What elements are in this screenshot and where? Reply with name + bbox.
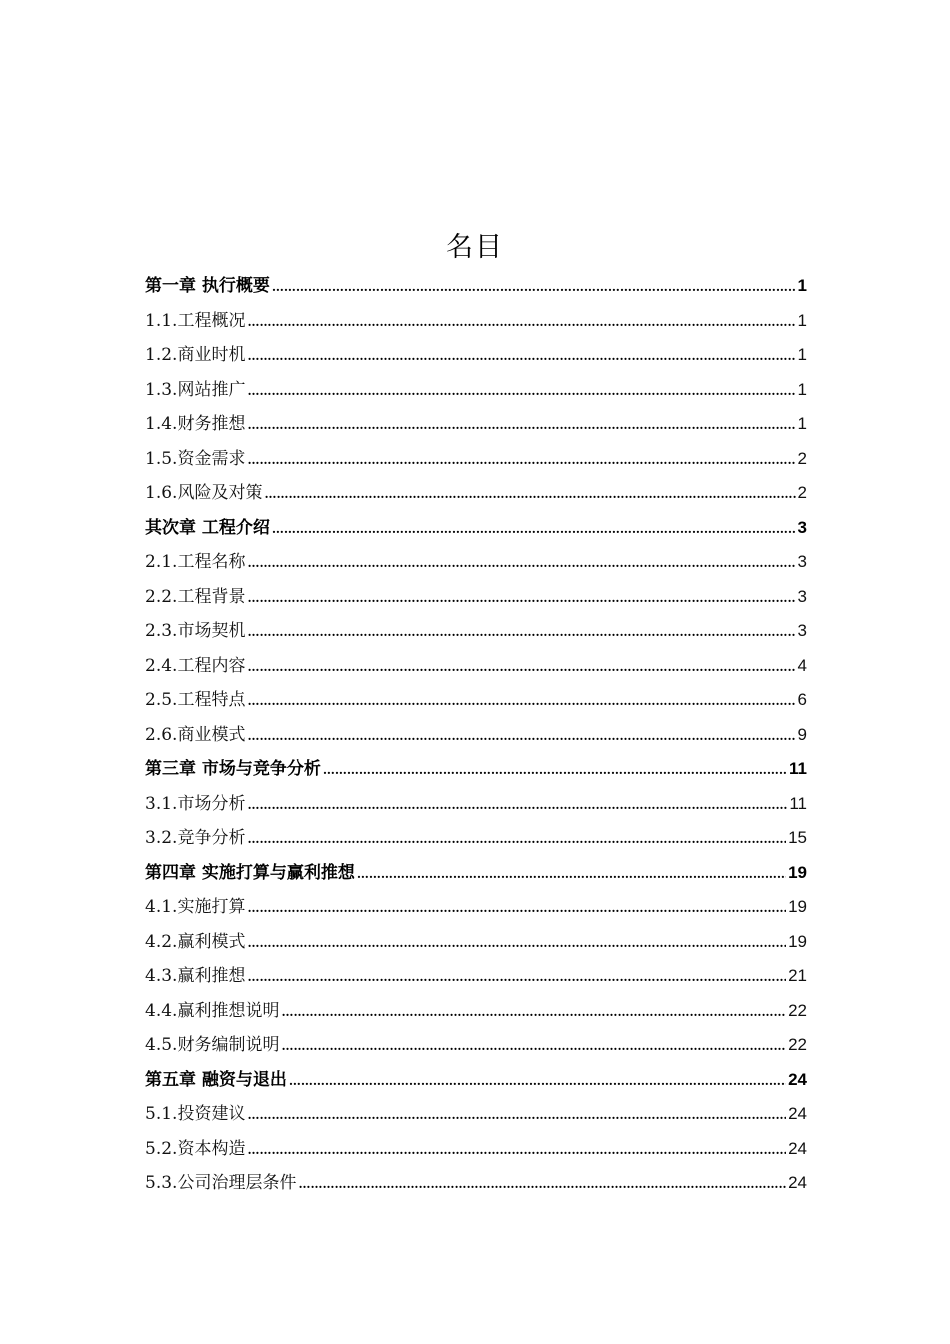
toc-entry-label: 4.2.赢利模式 — [145, 931, 246, 952]
toc-dot-leader — [247, 442, 795, 478]
toc-page-number: 11 — [789, 759, 807, 778]
toc-entry-label: 2.5.工程特点 — [145, 690, 246, 710]
toc-chapter-entry[interactable] — [145, 511, 807, 546]
toc-dot-leader — [247, 373, 795, 409]
toc-entry-label: 2.2.工程背景 — [145, 586, 246, 607]
toc-chapter-entry[interactable] — [145, 752, 807, 787]
toc-section-entry[interactable] — [145, 338, 807, 373]
toc-entry-label: 第五章 融资与退出 — [145, 1069, 287, 1090]
toc-entry-label: 3.2.竞争分析 — [145, 828, 246, 848]
toc-chapter-entry[interactable] — [145, 856, 807, 891]
toc-section-entry[interactable] — [145, 304, 807, 339]
toc-section-entry[interactable] — [145, 890, 807, 925]
toc-section-entry[interactable] — [145, 787, 807, 822]
toc-chapter-entry[interactable] — [145, 269, 807, 304]
toc-page-number: 1 — [797, 310, 807, 330]
toc-entry-label: 5.3.公司治理层条件 — [145, 1173, 297, 1193]
toc-page-number: 19 — [788, 862, 807, 882]
toc-dot-leader — [323, 752, 787, 788]
toc-section-entry[interactable] — [145, 925, 807, 960]
toc-entry-label: 1.2.商业时机 — [145, 345, 246, 365]
table-of-contents — [145, 269, 807, 1201]
toc-page-number: 24 — [788, 1173, 807, 1192]
toc-section-entry[interactable] — [145, 1166, 807, 1201]
toc-dot-leader — [247, 580, 795, 616]
toc-section-entry[interactable] — [145, 1097, 807, 1132]
toc-page-number: 1 — [797, 379, 807, 399]
toc-entry-label: 3.1.市场分析 — [145, 793, 246, 814]
toc-entry-label: 第四章 实施打算与赢利推想 — [145, 862, 355, 883]
toc-page-number: 1 — [797, 345, 807, 364]
toc-page-number: 19 — [788, 931, 807, 951]
toc-section-entry[interactable] — [145, 614, 807, 649]
toc-page-number: 9 — [797, 724, 807, 744]
toc-entry-label: 4.3.赢利推想 — [145, 966, 246, 986]
toc-section-entry[interactable] — [145, 994, 807, 1029]
toc-entry-label: 2.4.工程内容 — [145, 655, 246, 676]
toc-section-entry[interactable] — [145, 1028, 807, 1063]
toc-entry-label: 1.1.工程概况 — [145, 310, 246, 331]
toc-entry-label: 2.1.工程名称 — [145, 552, 246, 572]
toc-dot-leader — [247, 304, 795, 340]
toc-page-number: 4 — [797, 655, 807, 675]
toc-dot-leader — [272, 269, 796, 305]
toc-section-entry[interactable] — [145, 442, 807, 477]
toc-dot-leader — [247, 614, 795, 650]
toc-entry-label: 5.1.投资建议 — [145, 1104, 246, 1124]
toc-dot-leader — [357, 856, 786, 892]
toc-section-entry[interactable] — [145, 959, 807, 994]
toc-dot-leader — [247, 718, 795, 754]
toc-chapter-entry[interactable] — [145, 1063, 807, 1098]
toc-entry-label: 1.4.财务推想 — [145, 414, 246, 434]
toc-entry-label: 5.2.资本构造 — [145, 1138, 246, 1159]
toc-entry-label: 1.3.网站推广 — [145, 379, 246, 400]
toc-section-entry[interactable] — [145, 821, 807, 856]
toc-entry-label: 1.5.资金需求 — [145, 448, 246, 469]
toc-entry-label: 第三章 市场与竞争分析 — [145, 759, 321, 779]
toc-dot-leader — [298, 1166, 786, 1202]
toc-page-number: 3 — [797, 621, 807, 640]
toc-section-entry[interactable] — [145, 649, 807, 684]
toc-dot-leader — [247, 925, 786, 961]
toc-page-number: 22 — [788, 1000, 807, 1020]
toc-dot-leader — [247, 821, 786, 857]
toc-page-number: 21 — [788, 966, 807, 985]
toc-dot-leader — [247, 407, 795, 443]
toc-page-number: 24 — [788, 1104, 807, 1123]
toc-section-entry[interactable] — [145, 373, 807, 408]
toc-page-number: 24 — [788, 1138, 807, 1158]
toc-dot-leader — [247, 959, 786, 995]
toc-section-entry[interactable] — [145, 580, 807, 615]
toc-entry-label: 第一章 执行概要 — [145, 276, 270, 296]
toc-dot-leader — [281, 1028, 786, 1064]
toc-dot-leader — [281, 994, 786, 1030]
toc-dot-leader — [289, 1063, 786, 1099]
toc-section-entry[interactable] — [145, 407, 807, 442]
toc-section-entry[interactable] — [145, 683, 807, 718]
toc-dot-leader — [247, 649, 795, 685]
toc-page-number: 15 — [788, 828, 807, 847]
toc-entry-label: 1.6.风险及对策 — [145, 483, 263, 503]
toc-entry-label: 2.6.商业模式 — [145, 724, 246, 745]
toc-section-entry[interactable] — [145, 545, 807, 580]
toc-page-number: 11 — [789, 793, 807, 813]
toc-entry-label: 4.1.实施打算 — [145, 897, 246, 917]
toc-entry-label: 4.5.财务编制说明 — [145, 1035, 280, 1055]
toc-dot-leader — [247, 545, 795, 581]
toc-page-number: 2 — [797, 483, 807, 502]
toc-dot-leader — [264, 476, 795, 512]
toc-page-number: 3 — [797, 517, 807, 537]
toc-dot-leader — [247, 683, 795, 719]
toc-page-number: 24 — [788, 1069, 807, 1089]
toc-page-number: 3 — [797, 552, 807, 571]
toc-section-entry[interactable] — [145, 718, 807, 753]
toc-dot-leader — [247, 338, 795, 374]
toc-page-number: 22 — [788, 1035, 807, 1054]
toc-page-number: 1 — [797, 276, 807, 295]
toc-dot-leader — [247, 890, 786, 926]
toc-page-number: 6 — [797, 690, 807, 709]
toc-title: 名目 — [446, 232, 504, 263]
toc-dot-leader — [247, 1097, 786, 1133]
toc-dot-leader — [272, 511, 796, 547]
toc-dot-leader — [247, 787, 787, 823]
toc-entry-label: 2.3.市场契机 — [145, 621, 246, 641]
toc-section-entry[interactable] — [145, 1132, 807, 1167]
toc-entry-label: 4.4.赢利推想说明 — [145, 1000, 280, 1021]
toc-section-entry[interactable] — [145, 476, 807, 511]
toc-page-number: 2 — [797, 448, 807, 468]
toc-page-number: 3 — [797, 586, 807, 606]
toc-entry-label: 其次章 工程介绍 — [145, 517, 270, 538]
toc-page-number: 19 — [788, 897, 807, 916]
toc-page-number: 1 — [797, 414, 807, 433]
toc-dot-leader — [247, 1132, 786, 1168]
